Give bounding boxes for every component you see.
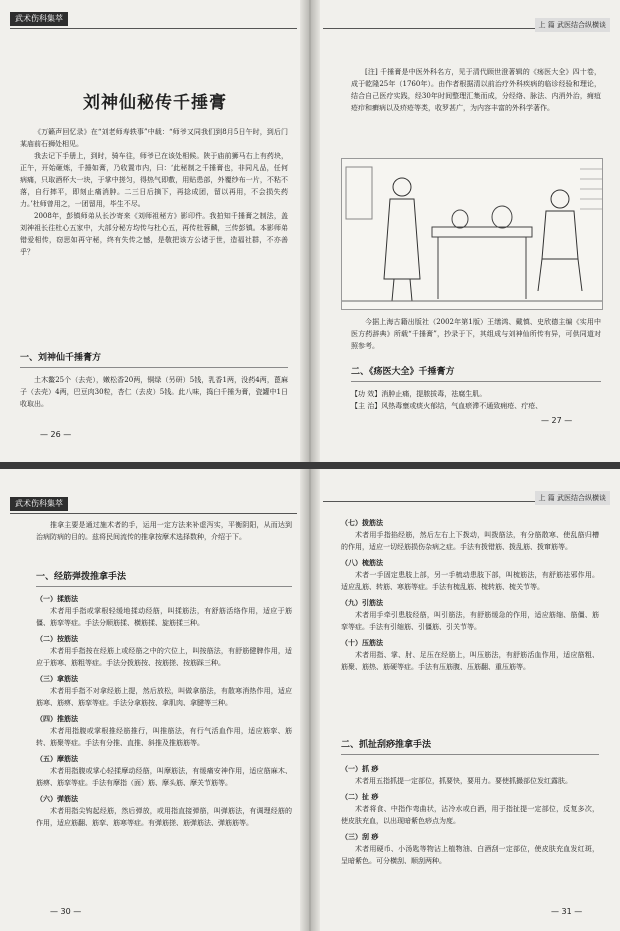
recipe-text: 土木鳖25个（去壳），嫩松香20两，铜绿（另研）5钱，乳香1两，没药4两，蓖麻子（去壳）4两，巴豆肉30粒，杏仁（去皮）5钱。此八味，捣臼千捶为膏，瓷罐中1日收取出。: [20, 376, 288, 408]
technique-text: 术者用指腹或掌根推经筋推行，叫推筋法，有行气活血作用，适应筋挛、筋转、筋聚等症。手法有分推、直推、斜推及推筋筋等。: [36, 727, 292, 747]
running-header: [323, 12, 610, 29]
technique-heading: （六）弹筋法: [36, 795, 78, 803]
technique-heading: （九）引筋法: [341, 599, 383, 607]
technique-heading: （十）压筋法: [341, 639, 383, 647]
technique-text: 术者用硬币、小汤匙等物沾上植物油、白酒刮一定部位，使皮肤充血发红斑，呈暗紫色。可分横刮、顺刮两种。: [341, 845, 599, 865]
technique-text: 术者将食、中指作弯曲状，沾冷水或白酒，用于指扯提一定部位，反复多次，使皮肤充血，以出现暗紫色痧点为度。: [341, 805, 599, 825]
illustration: [341, 158, 603, 310]
technique-heading: （三）刮 痧: [341, 833, 379, 841]
technique-list: [341, 513, 599, 673]
technique-heading: （五）摩筋法: [36, 755, 78, 763]
recipe-block: [20, 374, 288, 410]
page-30: [0, 469, 307, 931]
chapter-label: 上 篇 武医结合纵横谈: [535, 491, 610, 505]
page-number: — 30 —: [50, 907, 82, 916]
section-heading: 二、《疡医大全》千捶膏方: [351, 364, 601, 382]
technique-list: [36, 589, 292, 829]
technique-text: 术者用指、掌、肘、足压在经筋上，叫压筋法，有舒筋活血作用，适应筋粗、筋聚、筋热、筋硬等症。手法有压筋腹、压筋翻、重压筋等。: [341, 651, 599, 671]
technique-text: 术者用手牵引患肢经筋，叫引筋法，有舒筋缓急的作用，适应筋缩、筋僵、筋挛等症。手法有引缩筋、引僵筋、引关节等。: [341, 611, 599, 631]
scene-drawing: [342, 159, 602, 309]
section-heading: 一、刘神仙千捶膏方: [20, 350, 288, 368]
technique-heading: （一）抓 痧: [341, 765, 379, 773]
page-27: [311, 0, 620, 462]
technique-text: 术者用手指按在经筋上或经筋之中的穴位上，叫按筋法，有舒筋健脾作用，适应于筋寒、筋粗等症。手法分拨筋按、按筋搓、按筋踩三种。: [36, 647, 292, 667]
technique-text: 术者用五指抓提一定部位，抓要快，要用力。要使抓撮部位发红露肤。: [355, 777, 572, 785]
section-heading: 二、抓扯刮痧推拿手法: [341, 737, 599, 755]
bottom-spread: [0, 469, 620, 931]
technique-heading: （七）拨筋法: [341, 519, 383, 527]
chapter-label: 上 篇 武医结合纵横谈: [535, 18, 610, 32]
story-paragraph: 2008年，彭镇师弟从长沙寄来《刘师祖秘方》影印件。我拍知千捶膏之制法，盖刘神祖长往杜心五家中，大部分秘方均传与杜心五，再传杜蓉麟，三传彭镇。本影师弟错爱相传，窃思如再守秘，终有失传之憾，是敬把该方公诸于世，造福社群，不亦善乎？: [20, 212, 288, 256]
page-number: — 26 —: [40, 430, 72, 439]
series-badge: 武术伤科集萃: [10, 12, 68, 26]
technique-text: 术者用手指掐经筋，然后左右上下拨动，叫拨筋法，有分筋散寒、使乱筋归槽的作用，适应一切经筋损伤杂病之症。手法有拨错筋、拨乱筋、拨窜筋等。: [341, 531, 599, 551]
intro-paragraph: 《万籁声回忆录》在“刘老师寿轶事”中载：“师爷又同我们到8月5日午时，到后门某庙前石狮处相见。: [20, 128, 288, 148]
book-gutter: [300, 0, 320, 462]
technique-text: 术者用指腹或掌心轻揉摩动经筋，叫摩筋法，有缓痛安神作用，适应筋麻木、筋痹、筋挛等症。手法有摩指（面）筋、摩头筋、摩关节筋等。: [36, 767, 292, 787]
technique-heading: （四）推筋法: [36, 715, 78, 723]
page-number: — 27 —: [541, 416, 573, 425]
intro-block: [20, 126, 288, 258]
technique-text: 术者一手固定患肢上部，另一手梳动患肢下部，叫梳筋法，有舒筋祛邪作用。适应乱筋、转筋、寒筋等症。手法有梳乱筋、梳转筋、梳关节等。: [341, 571, 599, 591]
note-text: [注] 千捶膏是中医外科名方，见于清代顾世澄著辑的《疡医大全》四十卷，成于乾隆25年（1760年）。由作者根据清以前治疗外科疾病的临诊经验和理论，结合自己医疗实践，经30年时间整理汇集而成，分经络、脉法、内消外治，痈疽疮疖和癣病以及疥疮等类，收罗甚广，为内容丰富的外科学著作。: [351, 68, 601, 112]
effect-line: 【功 效】消肿止痛，提脓拔毒，祛腐生肌。: [351, 390, 487, 398]
series-badge: 武术伤科集萃: [10, 497, 68, 511]
page-31: [311, 469, 620, 931]
book-gutter: [300, 469, 320, 931]
technique-heading: （一）揉筋法: [36, 595, 78, 603]
technique-heading: （二）扯 痧: [341, 793, 379, 801]
article-title: 刘神仙秘传千捶膏: [83, 93, 227, 113]
intro-text: 推拿主要是通过施术者的手，运用一定方法来补虚泻实，平衡阴阳，从而达到治病防病的目的。兹将民间流传的推拿按摩术选择数种，介绍于下。: [36, 521, 292, 541]
running-header: [10, 497, 297, 514]
running-header: [10, 12, 297, 29]
technique-text: 术者用手指不对拿经筋上提，然后放松，叫做拿筋法，有散寒消热作用，适应筋寒、筋痹、筋挛等症。手法分拿筋按、拿肌肉、拿腱等三种。: [36, 687, 292, 707]
page-26: [0, 0, 307, 462]
note-block: [351, 66, 601, 114]
technique-text: 术者用手指或掌根轻缓地揉动经筋，叫揉筋法，有舒筋活络作用，适应于筋僵、筋挛等症。手法分顺筋揉、横筋揉、旋筋揉三种。: [36, 607, 292, 627]
technique-heading: （八）梳筋法: [341, 559, 383, 567]
formula-block: [351, 388, 601, 412]
intro-paragraph: 我去记下手册上，到时，骑车往，师爷已在该处相候。陕于庙前狮马右上有药块，正午，开始砸炼，千捶如膏，乃收置市内，曰：‘此秘制之千捶膏也，非同凡品，任何病痛，只取酒杯大一块，于掌中搓匀，得热气即敷，用贴患部，外覆纱布一片，不粘不落，自行摔平，即刻止痛消肿。二三日后摘下，再捻成团，留以再用，不会损失药力。’杜师曾用之，一团留用，毕生不尽。: [20, 152, 288, 208]
page-number: — 31 —: [551, 907, 583, 916]
caption-block: [351, 316, 601, 352]
intro-block: [36, 519, 292, 543]
section-heading: 一、经筋弹拨推拿手法: [36, 569, 292, 587]
top-spread: [0, 0, 620, 462]
indication-line: 【主 治】风热毒壅或痰火郁结，气血瘀滞不通致痈疮、疔疮、: [351, 402, 543, 410]
technique-heading: （二）按筋法: [36, 635, 78, 643]
technique-text: 术者用指尖钩起经筋，然后弹放，或用指直接弹筋，叫弹筋法，有调理经筋的作用，适应筋翻、筋挛、筋寒等症。有弹筋搓、筋弹筋法、弹筋筋等。: [36, 807, 292, 827]
technique-heading: （三）拿筋法: [36, 675, 78, 683]
scraping-list: [341, 759, 599, 867]
caption-text: 今据上海古籍出版社（2002年第1版）王缮鸿、戴慎、史欣德主编《实用中医方药辞典》所载“千捶膏”，抄录于下，其组成与刘神仙所传有异，可供同道对照参考。: [351, 318, 601, 350]
running-header: [323, 485, 610, 502]
